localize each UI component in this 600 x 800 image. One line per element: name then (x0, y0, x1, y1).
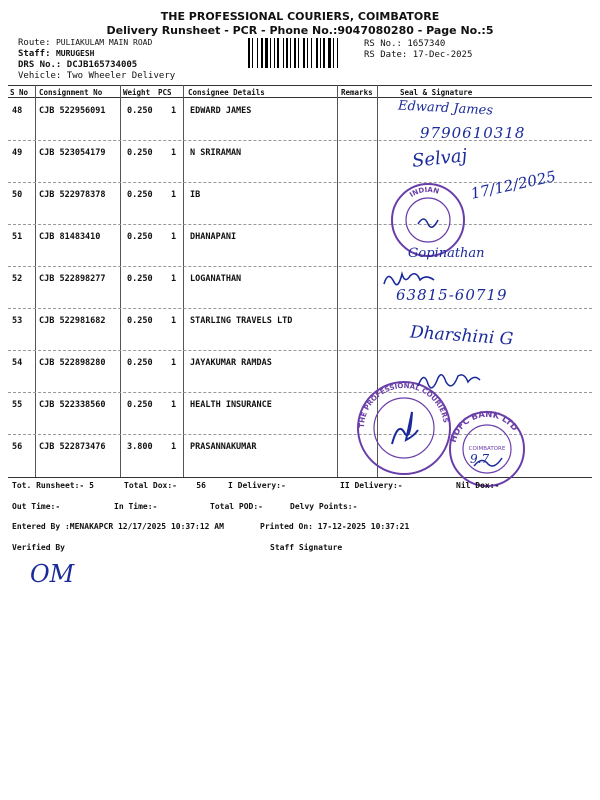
staff-line: Staff: MURUGESH (18, 49, 95, 59)
row-consignee: HEALTH INSURANCE (190, 400, 272, 410)
col-weight: Weight (123, 88, 151, 97)
svg-text:COIMBATORE: COIMBATORE (468, 446, 506, 452)
staff-signature: Staff Signature (270, 543, 343, 552)
total-dox: Total Dox:- 56 (124, 481, 206, 490)
barcode-bar (316, 38, 318, 68)
row-sno: 53 (12, 316, 23, 326)
row-pcs: 1 (171, 190, 177, 200)
row-consignment-no: CJB 522981682 (39, 316, 106, 326)
barcode-bar (274, 38, 275, 68)
tot-runsheet: Tot. Runsheet:- 5 (12, 481, 94, 490)
barcode-bar (290, 38, 291, 68)
row-weight: 0.250 (127, 274, 153, 284)
row-consignee: PRASANNAKUMAR (190, 442, 257, 452)
i-delivery: I Delivery:- (228, 481, 286, 490)
row-consignee: EDWARD JAMES (190, 106, 252, 116)
row-pcs: 1 (171, 148, 177, 158)
row-sno: 48 (12, 106, 23, 116)
svg-text:HDFC BANK LTD: HDFC BANK LTD (448, 409, 520, 444)
bank-seal-stamp (446, 408, 528, 490)
row-sno: 50 (12, 190, 23, 200)
vehicle-line: Vehicle: Two Wheeler Delivery (18, 71, 176, 81)
table-row (8, 350, 592, 393)
barcode-bar (261, 38, 263, 68)
barcode-bar (257, 38, 258, 68)
row-consignment-no: CJB 522338560 (39, 400, 106, 410)
barcode-bar (333, 38, 334, 68)
barcode-bar (328, 38, 331, 68)
table-row (8, 224, 592, 267)
svg-text:THE PROFESSIONAL COURIERS: THE PROFESSIONAL COURIERS (357, 381, 450, 429)
col-sno: S No (10, 88, 29, 97)
row-consignment-no: CJB 522898280 (39, 358, 106, 368)
row-consignment-no: CJB 522978378 (39, 190, 106, 200)
barcode-bar (337, 38, 338, 68)
phone-52: 63815-60719 (396, 286, 508, 304)
row-weight: 0.250 (127, 232, 153, 242)
barcode-bar (323, 38, 325, 68)
verified-signature: OM (30, 560, 75, 588)
company-title: THE PROFESSIONAL COURIERS, COIMBATORE (160, 10, 440, 23)
row-consignee: N SRIRAMAN (190, 148, 242, 158)
row-sno: 51 (12, 232, 23, 242)
col-remarks: Remarks (341, 88, 373, 97)
row-pcs: 1 (171, 106, 177, 116)
row-consignee: JAYAKUMAR RAMDAS (190, 358, 272, 368)
signature-49: Selvaj (411, 145, 469, 172)
barcode-bar (283, 38, 284, 68)
row-consignment-no: CJB 522898277 (39, 274, 106, 284)
barcode-bar (294, 38, 296, 68)
row-weight: 0.250 (127, 148, 153, 158)
table-top-rule (8, 85, 592, 86)
barcode-bars (248, 38, 356, 68)
signature-54-scribble (412, 366, 492, 396)
phone-48: 9790610318 (420, 124, 526, 142)
route-line: Route: PULIAKULAM MAIN ROAD (18, 38, 153, 48)
svg-text:INDIAN: INDIAN (408, 185, 441, 199)
row-consignee: LOGANATHAN (190, 274, 242, 284)
row-sno: 55 (12, 400, 23, 410)
row-sno: 52 (12, 274, 23, 284)
signature-51: Gopinathan (408, 246, 485, 261)
row-pcs: 1 (171, 316, 177, 326)
row-consignee: STARLING TRAVELS LTD (190, 316, 293, 326)
drs-line: DRS No.: DCJB165734005 (18, 60, 138, 70)
barcode-bar (286, 38, 288, 68)
printed-on: Printed On: 17-12-2025 10:37:21 (260, 522, 410, 531)
barcode-bar (252, 38, 253, 68)
row-sno: 49 (12, 148, 23, 158)
verified-by: Verified By (12, 543, 65, 552)
barcode-bar (307, 38, 308, 68)
total-pod: Total POD:- (210, 502, 263, 511)
row-sno: 54 (12, 358, 23, 368)
row-weight: 0.250 (127, 400, 153, 410)
signature-53: Dharshini G (409, 322, 514, 350)
rs-no: RS No.: 1657340 (364, 39, 446, 49)
col-seal-signature: Seal & Signature (400, 88, 473, 97)
rs-date: RS Date: 17-Dec-2025 (364, 50, 473, 60)
row-weight: 3.800 (127, 442, 153, 452)
barcode (248, 38, 356, 68)
row-consignment-no: CJB 522873476 (39, 442, 106, 452)
row-consignee: DHANAPANI (190, 232, 237, 242)
col-pcs: PCS (158, 88, 172, 97)
nil-dox: Nil Dox:- (456, 481, 500, 490)
row-consignment-no: CJB 523054179 (39, 148, 106, 158)
barcode-bar (298, 38, 299, 68)
row-sno: 56 (12, 442, 23, 452)
col-consignee: Consignee Details (188, 88, 265, 97)
out-time: Out Time:- (12, 502, 61, 511)
row-weight: 0.250 (127, 316, 153, 326)
barcode-bar (320, 38, 321, 68)
row-pcs: 1 (171, 358, 177, 368)
row-pcs: 1 (171, 274, 177, 284)
date-50: 17/12/2025 (469, 167, 558, 203)
row-pcs: 1 (171, 400, 177, 410)
barcode-bar (303, 38, 305, 68)
signature-52-scribble (380, 268, 440, 290)
runsheet-subtitle: Delivery Runsheet - PCR - Phone No.:9047080280 - Page No.:5 (106, 24, 494, 37)
barcode-bar (265, 38, 268, 68)
barcode-bar (277, 38, 279, 68)
signature-56: 9.7 (470, 452, 490, 466)
row-weight: 0.250 (127, 358, 153, 368)
row-pcs: 1 (171, 232, 177, 242)
in-time: In Time:- (114, 502, 158, 511)
row-pcs: 1 (171, 442, 177, 452)
row-consignment-no: CJB 522956091 (39, 106, 106, 116)
signature-48: Edward James (397, 98, 494, 119)
barcode-bar (248, 38, 250, 68)
barcode-bar (311, 38, 312, 68)
barcode-bar (270, 38, 271, 68)
ii-delivery: II Delivery:- (340, 481, 403, 490)
entered-by: Entered By :MENAKAPCR 12/17/2025 10:37:12 AM (12, 522, 224, 531)
row-consignee: IB (190, 190, 201, 200)
row-weight: 0.250 (127, 106, 153, 116)
col-consignment: Consignment No (39, 88, 103, 97)
row-consignment-no: CJB 81483410 (39, 232, 101, 242)
delvy-points: Delvy Points:- (290, 502, 358, 511)
row-weight: 0.250 (127, 190, 153, 200)
